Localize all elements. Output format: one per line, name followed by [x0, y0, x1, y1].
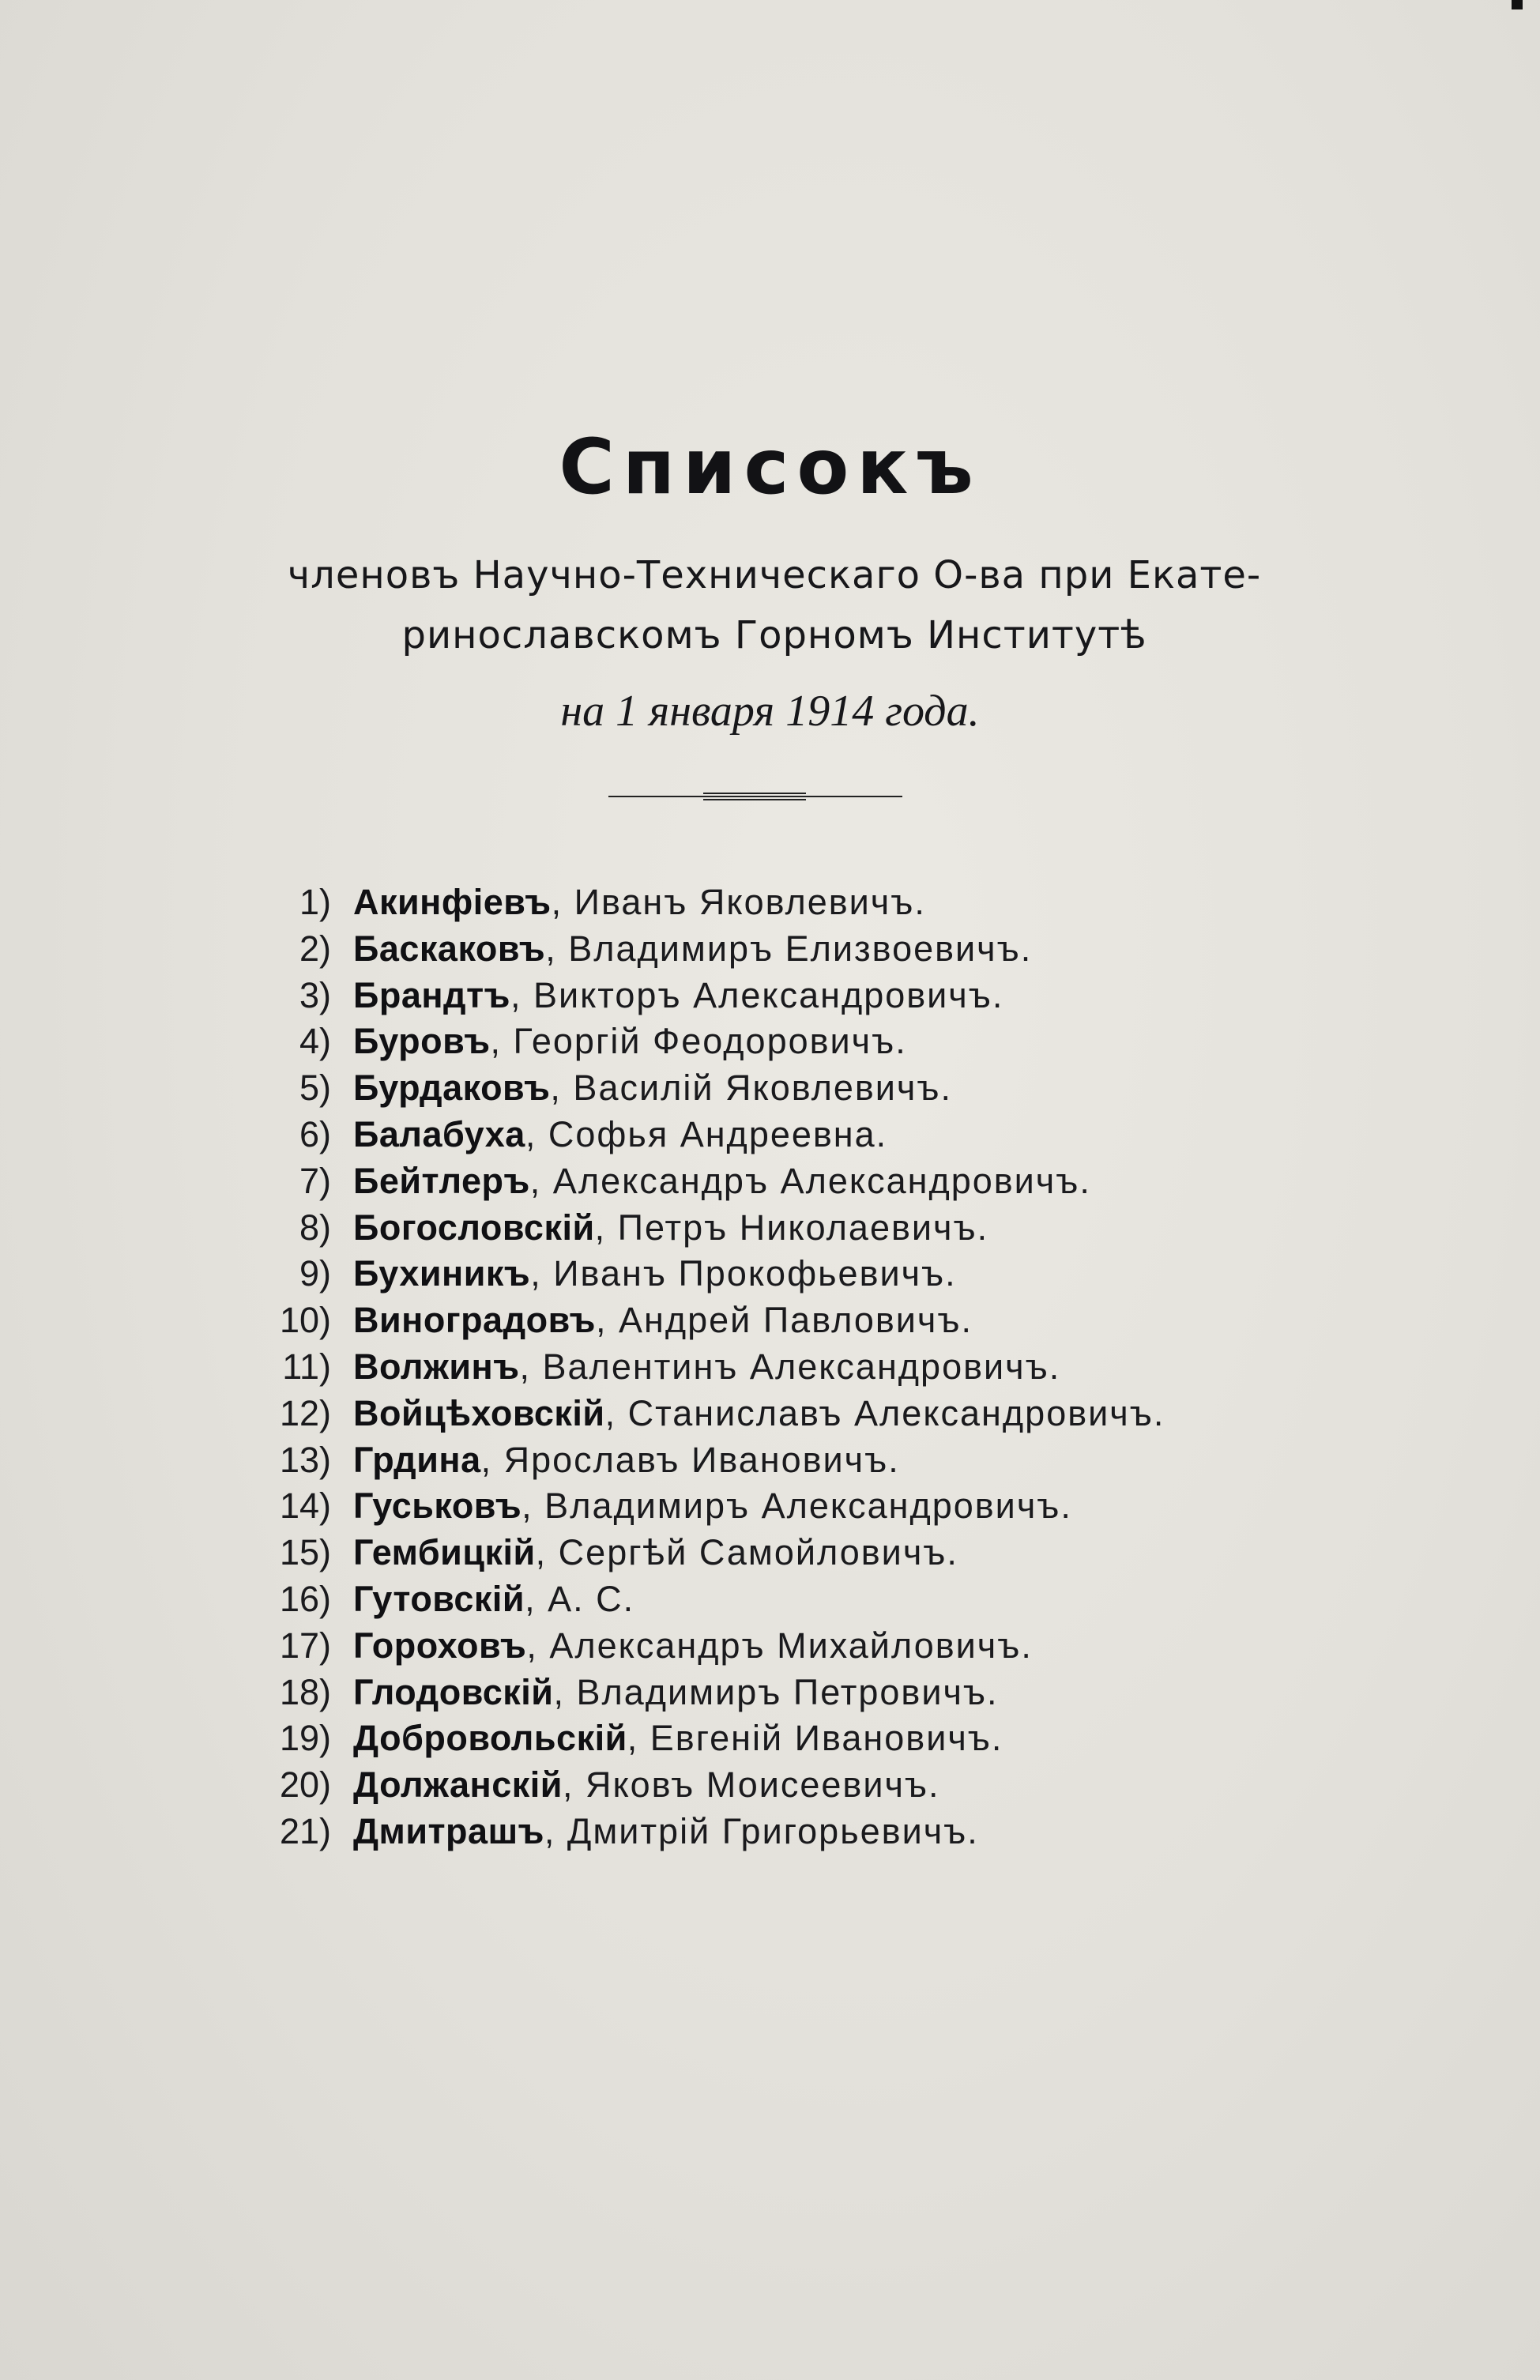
member-number: 13)	[279, 1439, 331, 1480]
member-name	[353, 1112, 887, 1158]
subtitle-line-2: ринославскомъ Горномъ Институтѣ	[401, 613, 1147, 657]
member-entry	[0, 1112, 1540, 1158]
member-name	[353, 1344, 1060, 1390]
member-entry	[0, 1809, 1540, 1855]
member-number: 19)	[279, 1718, 331, 1759]
member-given-names: , Яковъ Моисеевичъ.	[562, 1764, 940, 1806]
member-given-names: , Сергѣй Самойловичъ.	[535, 1532, 958, 1573]
member-given-names: , Софья Андреевна.	[525, 1113, 888, 1154]
member-name	[353, 1576, 634, 1622]
member-entry	[0, 1019, 1540, 1065]
page-title: Списокъ	[559, 423, 981, 511]
member-number: 11)	[282, 1346, 331, 1387]
member-entry	[0, 879, 1540, 926]
member-given-names: , Александръ Александровичъ.	[529, 1160, 1091, 1201]
member-entry	[0, 1158, 1540, 1205]
member-given-names: , Василій Яковлевичъ.	[550, 1068, 952, 1109]
member-number: 9)	[299, 1253, 331, 1294]
member-surname: Бухиникъ	[353, 1253, 531, 1294]
member-surname: Гутовскій	[353, 1578, 525, 1619]
member-name	[353, 1809, 979, 1855]
member-surname: Волжинъ	[353, 1346, 520, 1387]
member-given-names: , Владимиръ Петровичъ.	[553, 1671, 999, 1712]
member-name	[353, 1391, 1165, 1437]
member-given-names: , Валентинъ Александровичъ.	[519, 1346, 1061, 1387]
member-name	[353, 1158, 1091, 1204]
member-surname: Гороховъ	[353, 1625, 527, 1666]
member-surname: Должанскій	[353, 1764, 563, 1806]
member-number: 16)	[279, 1578, 331, 1619]
corner-mark	[1512, 0, 1523, 9]
member-given-names: , Станиславъ Александровичъ.	[604, 1392, 1165, 1433]
member-name	[353, 1251, 957, 1297]
member-name	[353, 926, 1032, 972]
member-surname: Балабуха	[353, 1113, 525, 1154]
member-given-names: , Владимиръ Елизвоевичъ.	[545, 928, 1033, 969]
divider-center	[703, 793, 806, 800]
member-name	[353, 1715, 1003, 1761]
member-given-names: , Георгій Феодоровичъ.	[490, 1021, 907, 1062]
member-number: 7)	[299, 1160, 331, 1201]
page-subtitle	[174, 545, 1375, 665]
member-entry	[0, 973, 1540, 1019]
member-entry	[0, 1530, 1540, 1576]
subtitle-line-1: членовъ Научно-Техническаго О-ва при Екате-	[287, 553, 1262, 597]
member-given-names: , Иванъ Прокофьевичъ.	[530, 1253, 957, 1294]
member-entry	[0, 1344, 1540, 1391]
member-surname: Богословскій	[353, 1207, 595, 1248]
member-surname: Глодовскій	[353, 1671, 554, 1712]
member-entry	[0, 926, 1540, 973]
member-surname: Бурдаковъ	[353, 1068, 551, 1109]
member-entry	[0, 1623, 1540, 1670]
member-entry	[0, 1576, 1540, 1623]
member-number: 1)	[299, 882, 331, 922]
member-number: 20)	[279, 1764, 331, 1806]
member-entry	[0, 1065, 1540, 1112]
member-surname: Бейтлеръ	[353, 1160, 530, 1201]
member-entry	[0, 1437, 1540, 1484]
member-name	[353, 1483, 1072, 1529]
member-surname: Грдина	[353, 1439, 481, 1480]
member-name	[353, 1019, 907, 1064]
member-name	[353, 1670, 999, 1715]
member-surname: Акинфіевъ	[353, 882, 552, 922]
member-name	[353, 1623, 1033, 1669]
member-name	[353, 1530, 958, 1576]
member-name	[353, 1297, 973, 1343]
member-given-names: , Иванъ Яковлевичъ.	[551, 882, 926, 922]
member-given-names: , Дмитрій Григорьевичъ.	[544, 1810, 979, 1851]
member-surname: Виноградовъ	[353, 1300, 596, 1341]
member-entry	[0, 1297, 1540, 1344]
member-entry	[0, 1715, 1540, 1762]
member-given-names: , Владимиръ Александровичъ.	[521, 1486, 1072, 1527]
member-name	[353, 1437, 900, 1483]
member-number: 17)	[279, 1625, 331, 1666]
member-given-names: , Викторъ Александровичъ.	[510, 974, 1004, 1015]
member-number: 18)	[279, 1671, 331, 1712]
member-number: 2)	[299, 928, 331, 969]
member-given-names: , Александръ Михайловичъ.	[526, 1625, 1033, 1666]
member-given-names: , Ярославъ Ивановичъ.	[480, 1439, 900, 1480]
member-entry	[0, 1391, 1540, 1437]
member-number: 10)	[279, 1300, 331, 1341]
member-given-names: , Андрей Павловичъ.	[596, 1300, 973, 1341]
member-surname: Войцѣховскій	[353, 1392, 605, 1433]
ornamental-divider	[608, 793, 902, 800]
member-entry	[0, 1483, 1540, 1530]
member-number: 15)	[279, 1532, 331, 1573]
member-surname: Буровъ	[353, 1021, 491, 1062]
member-name	[353, 1762, 940, 1808]
member-surname: Дмитрашъ	[353, 1810, 544, 1851]
member-surname: Гембицкій	[353, 1532, 536, 1573]
member-number: 4)	[299, 1021, 331, 1062]
member-given-names: , А. С.	[525, 1578, 635, 1619]
member-surname: Баскаковъ	[353, 928, 546, 969]
member-name	[353, 879, 926, 925]
member-surname: Брандтъ	[353, 974, 510, 1015]
list-date: на 1 января 1914 года.	[560, 687, 980, 736]
member-number: 14)	[279, 1486, 331, 1527]
member-number: 6)	[299, 1113, 331, 1154]
member-name	[353, 1205, 988, 1251]
member-entry	[0, 1762, 1540, 1809]
member-number: 5)	[299, 1068, 331, 1109]
member-name	[353, 1065, 952, 1111]
member-name	[353, 973, 1003, 1019]
member-entry	[0, 1205, 1540, 1252]
member-number: 21)	[279, 1810, 331, 1851]
member-given-names: , Петръ Николаевичъ.	[594, 1207, 989, 1248]
member-entry	[0, 1251, 1540, 1297]
members-list	[0, 879, 1540, 1855]
member-number: 8)	[299, 1207, 331, 1248]
member-entry	[0, 1670, 1540, 1716]
member-number: 3)	[299, 974, 331, 1015]
member-surname: Добровольскій	[353, 1718, 627, 1759]
member-surname: Гуськовъ	[353, 1486, 522, 1527]
member-number: 12)	[279, 1392, 331, 1433]
member-given-names: , Евгеній Ивановичъ.	[627, 1718, 1003, 1759]
